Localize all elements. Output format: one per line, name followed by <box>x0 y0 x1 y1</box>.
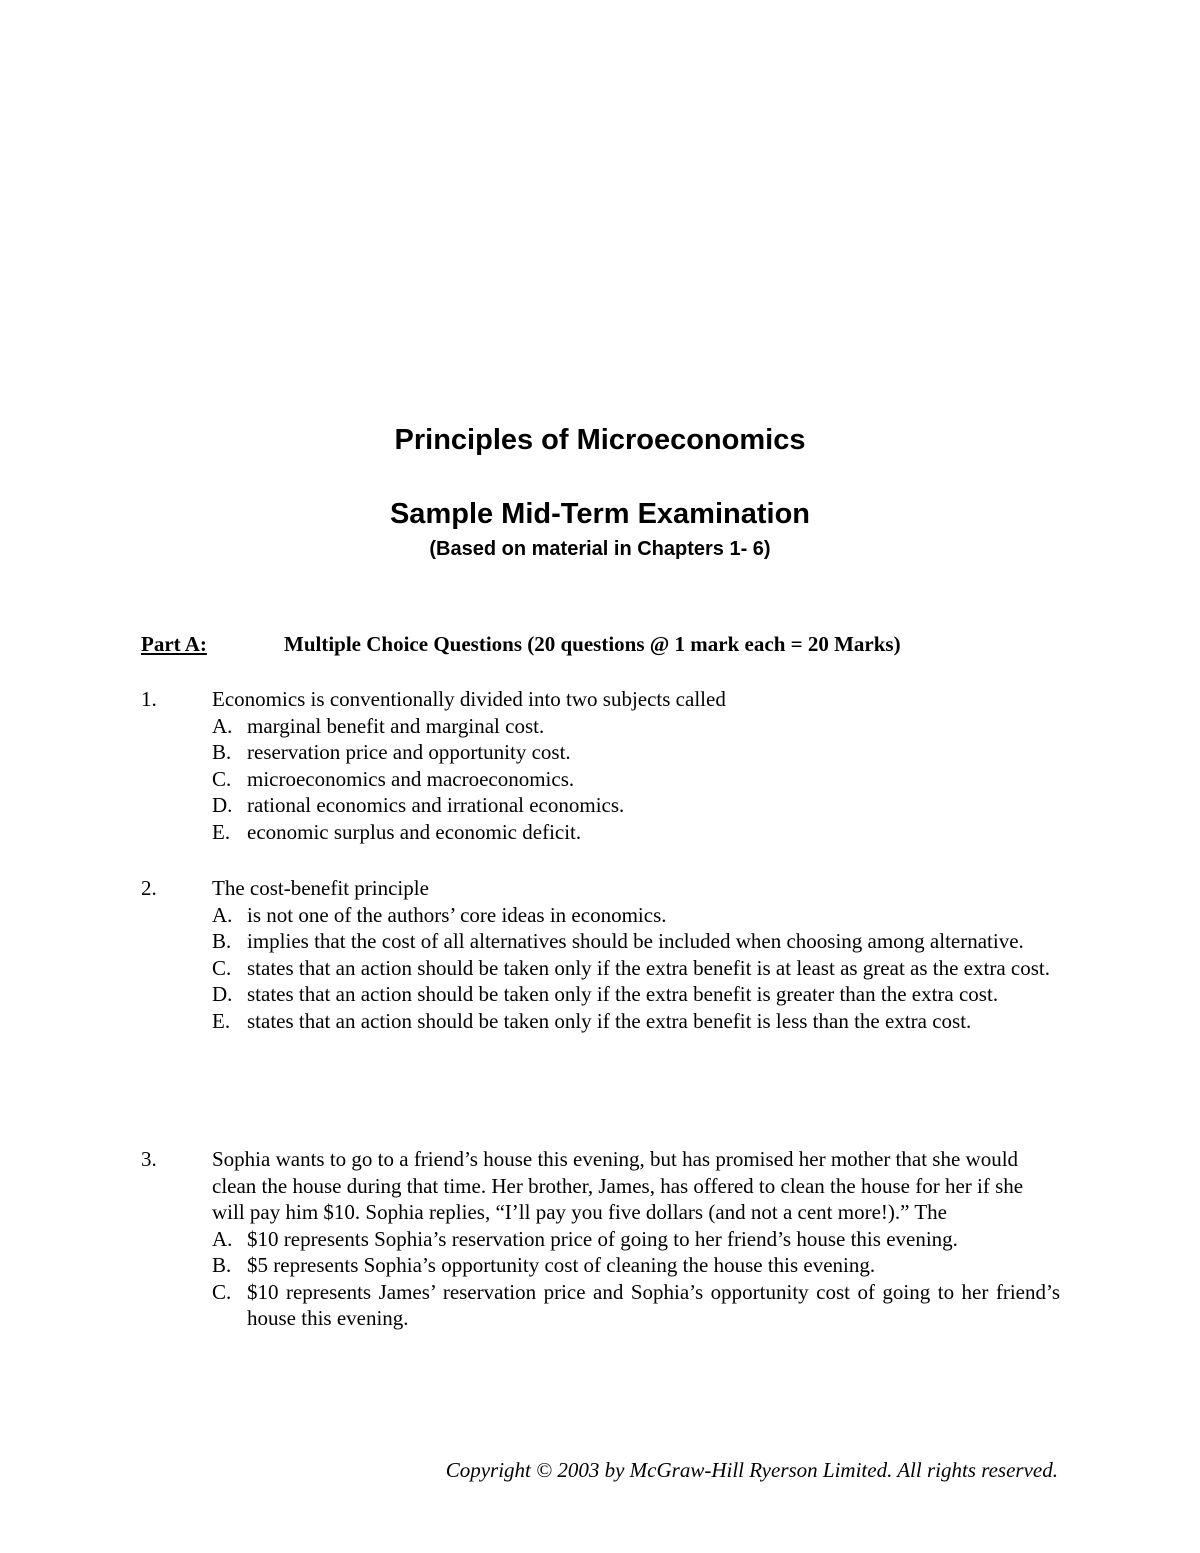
copyright-footer: Copyright © 2003 by McGraw-Hill Ryerson Limited. All rights reserved. <box>445 1458 1058 1482</box>
option-text: is not one of the authors’ core ideas in economics. <box>247 902 667 927</box>
option-text: reservation price and opportunity cost. <box>247 740 571 764</box>
question-2 <box>212 875 1060 1034</box>
option-letter: B. <box>212 1253 232 1277</box>
part-label: Part A: <box>141 632 207 656</box>
option-letter: A. <box>212 902 233 927</box>
option-text: $10 represents James’ reservation price and Sophia’s opportunity cost of going to her friend’s house this evening. <box>247 1279 1060 1330</box>
option-letter: C. <box>212 766 232 791</box>
answer-option <box>212 902 1060 929</box>
option-letter: C. <box>212 1279 232 1304</box>
option-text: states that an action should be taken only if the extra benefit is less than the extra cost. <box>247 1008 972 1033</box>
chapters-note: (Based on material in Chapters 1- 6) <box>429 538 771 560</box>
answer-option <box>212 739 1060 766</box>
question-3 <box>212 1146 1060 1332</box>
option-letter: B. <box>212 929 232 953</box>
question-number: 2. <box>141 876 157 900</box>
answer-option <box>212 792 1060 819</box>
answer-option <box>212 766 1060 793</box>
question-number: 1. <box>141 687 157 711</box>
option-text: $10 represents Sophia’s reservation price of going to her friend’s house this evening. <box>247 1226 958 1251</box>
answer-option <box>212 819 1060 846</box>
answer-option <box>212 981 1060 1008</box>
option-letter: D. <box>212 793 233 817</box>
option-text: rational economics and irrational economics. <box>247 793 625 817</box>
option-letter: D. <box>212 982 233 1006</box>
answer-option <box>212 1252 1060 1279</box>
option-text: marginal benefit and marginal cost. <box>247 713 545 738</box>
answer-option <box>212 1008 1060 1035</box>
option-letter: A. <box>212 713 233 738</box>
question-stem: Sophia wants to go to a friend’s house this evening, but has promised her mother that she would clean the house during that time. Her brother, James, has offered to clean the house for her if she will pay him $10. Sophia replies, “I’ll pay you five dollars (and not a cent more!).” The <box>212 1147 1024 1224</box>
document-title: Principles of Microeconomics <box>394 424 806 456</box>
option-letter: C. <box>212 955 232 980</box>
question-1 <box>212 686 1060 845</box>
document-subtitle: Sample Mid-Term Examination <box>389 498 811 530</box>
answer-option <box>212 955 1060 982</box>
option-text: states that an action should be taken only if the extra benefit is greater than the extra cost. <box>247 982 999 1006</box>
option-text: implies that the cost of all alternatives should be included when choosing among alternative. <box>247 929 1024 953</box>
answer-option <box>212 928 1060 955</box>
answer-option <box>212 1226 1060 1253</box>
question-number: 3. <box>141 1147 157 1171</box>
option-text: microeconomics and macroeconomics. <box>247 766 575 791</box>
question-stem: The cost-benefit principle <box>212 876 429 900</box>
option-letter: E. <box>212 1008 231 1033</box>
option-text: economic surplus and economic deficit. <box>247 819 582 844</box>
option-letter: E. <box>212 819 231 844</box>
option-letter: A. <box>212 1226 233 1251</box>
option-text: states that an action should be taken only if the extra benefit is at least as great as the extra cost. <box>247 955 1050 980</box>
answer-option <box>212 713 1060 740</box>
part-description: Multiple Choice Questions (20 questions @ 1 mark each = 20 Marks) <box>284 632 901 656</box>
option-letter: B. <box>212 740 232 764</box>
question-stem: Economics is conventionally divided into two subjects called <box>212 687 726 711</box>
option-text: $5 represents Sophia’s opportunity cost of cleaning the house this evening. <box>247 1253 876 1277</box>
answer-option <box>212 1279 1060 1332</box>
